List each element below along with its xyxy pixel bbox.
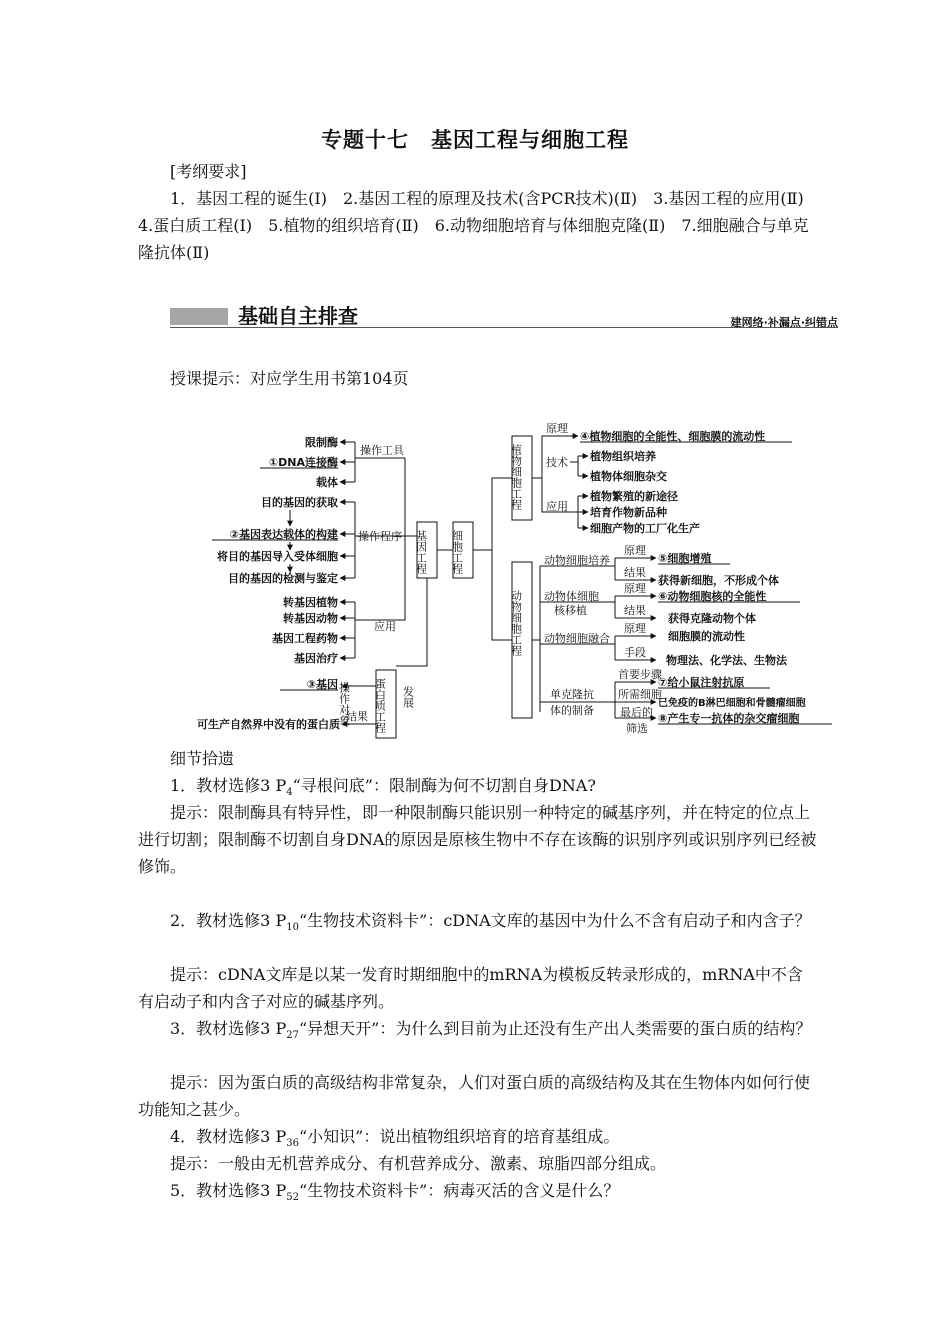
mab-label-2: 体的制备 [550,704,594,717]
protein-object: ③基因 [306,678,338,691]
plant-tech-label: 技术 [546,456,568,469]
mab-step3: ⑧产生专一抗体的杂交瘤细胞 [658,712,800,725]
section-banner-subtitle: 建网络·补漏点·纠错点 [730,316,838,329]
banner-bar [170,308,228,325]
application-item: 转基因植物 [283,596,338,609]
animal-culture-label: 动物细胞培养 [544,554,610,567]
cell-eng-vertical: 细胞工程 [450,530,464,574]
syllabus-text: 1．基因工程的诞生(Ⅰ) 2.基因工程的原理及技术(含PCR技术)(Ⅱ) 3.基因工程的应用(Ⅱ) 4.蛋白质工程(Ⅰ) 5.植物的组织培育(Ⅱ) 6.动物细胞培育与体细胞克隆(Ⅱ) 7.细胞融合与单克隆抗体(Ⅱ) [138,189,820,262]
application-item: 基因工程药物 [272,632,338,645]
mab-step3-label-1: 最后的 [620,706,653,719]
protein-eng-vertical: 蛋白质工程 [373,678,387,733]
application-item: 基因治疗 [294,652,338,665]
answer-3: 提示：因为蛋白质的高级结构非常复杂，人们对蛋白质的高级结构及其在生物体内如何行使功能知之甚少。 [138,1073,811,1119]
plant-principle: ④植物细胞的全能性、细胞膜的流动性 [580,430,766,443]
gene-eng-vertical: 基因工程 [414,530,428,574]
answer-1: 提示：限制酶具有特异性，即一种限制酶只能识别一种特定的碱基序列，并在特定的位点上进行切割；限制酶不切割自身DNA的原因是原核生物中不存在该酶的识别序列或识别序列已经被修饰。 [138,803,817,876]
details-heading: 细节拾遗 [170,749,235,768]
question-3: 3．教材选修3 $P_{27}“$异想天开”：为什么到目前为止还没有生产出人类需要的蛋白质的结构？ [170,1019,812,1042]
question-1: 1．教材选修3 $P_4“$寻根问底”：限制酶为何不切割自身DNA? [170,776,596,799]
culture-result: 获得新细胞，不形成个体 [658,574,779,587]
procedure-label: 操作程序 [358,530,402,543]
protein-result: 可生产自然界中没有的蛋白质 [197,718,340,731]
plant-tech-item: 植物组织培养 [590,450,656,463]
nuclear-result: 获得克隆动物个体 [668,612,756,625]
application-item: 转基因动物 [283,612,338,625]
procedure-item: ②基因表达载体的构建 [229,528,338,541]
fusion-principle-label: 原理 [624,622,646,635]
protein-object-label: 操作对象 [337,682,351,726]
nuclear-principle-label: 原理 [624,582,646,595]
nuclear-label-2: 核移植 [554,604,587,617]
syllabus-heading: [考纲要求] [170,162,247,181]
tool-item: 限制酶 [305,436,338,449]
concept-map [160,418,850,748]
culture-result-label: 结果 [624,566,646,579]
application-label: 应用 [374,620,396,633]
nuclear-result-label: 结果 [624,604,646,617]
mab-step1-label: 首要步骤 [618,668,662,681]
tool-item: ①DNA连接酶 [268,456,338,469]
culture-principle: ⑤细胞增殖 [658,552,712,565]
tools-label: 操作工具 [360,444,404,457]
nuclear-principle: ⑥动物细胞核的全能性 [658,590,767,603]
protein-result-label: 结果 [346,710,368,723]
plant-app-label: 应用 [546,500,568,513]
procedure-item: 目的基因的获取 [261,496,338,509]
mab-step2-label: 所需细胞 [618,688,662,701]
culture-principle-label: 原理 [624,544,646,557]
question-5: 5．教材选修3 $P_{52}“$生物技术资料卡”：病毒灭活的含义是什么？ [170,1181,620,1204]
plant-app-item: 培育作物新品种 [590,506,667,519]
fusion-label: 动物细胞融合 [544,632,610,645]
procedure-item: 将目的基因导入受体细胞 [217,550,338,563]
page-title: 专题十七 基因工程与细胞工程 [321,127,629,152]
fusion-means: 物理法、化学法、生物法 [666,654,787,667]
mab-step2: 已免疫的B淋巴细胞和骨髓瘤细胞 [658,698,806,709]
plant-app-item: 细胞产物的工厂化生产 [590,522,700,535]
procedure-item: 目的基因的检测与鉴定 [228,572,338,585]
answer-4: 提示：一般由无机营养成分、有机营养成分、激素、琼脂四部分组成。 [170,1154,667,1173]
protein-dev-label: 发展 [401,686,415,708]
nuclear-label-1: 动物体细胞 [544,590,599,603]
animal-eng-vertical: 动物细胞工程 [509,590,523,656]
section-banner-title: 基础自主排查 [238,304,358,328]
banner-divider [170,327,838,328]
fusion-means-label: 手段 [624,646,646,659]
plant-tech-item: 植物体细胞杂交 [590,470,667,483]
mab-step3-label-2: 筛选 [626,722,648,735]
mab-label-1: 单克隆抗 [550,688,594,701]
question-2: 2．教材选修3 $P_{10}“$生物技术资料卡”：cDNA文库的基因中为什么不含有启动子和内含子？ [170,911,811,934]
tool-item: 载体 [316,476,338,489]
fusion-principle: 细胞膜的流动性 [668,630,745,643]
mab-step1: ⑦给小鼠注射抗原 [658,676,745,689]
question-4: 4．教材选修3 $P_{36}“$小知识”：说出植物组织培育的培育基组成。 [170,1127,620,1150]
lesson-hint: 授课提示：对应学生用书第104页 [170,369,409,388]
answer-2: 提示：cDNA文库是以某一发育时期细胞中的mRNA为模板反转录形成的，mRNA中不含有启动子和内含子对应的碱基序列。 [138,965,803,1011]
plant-eng-vertical: 植物细胞工程 [509,444,523,510]
plant-principle-label: 原理 [546,422,568,435]
plant-app-item: 植物繁殖的新途径 [590,490,678,503]
